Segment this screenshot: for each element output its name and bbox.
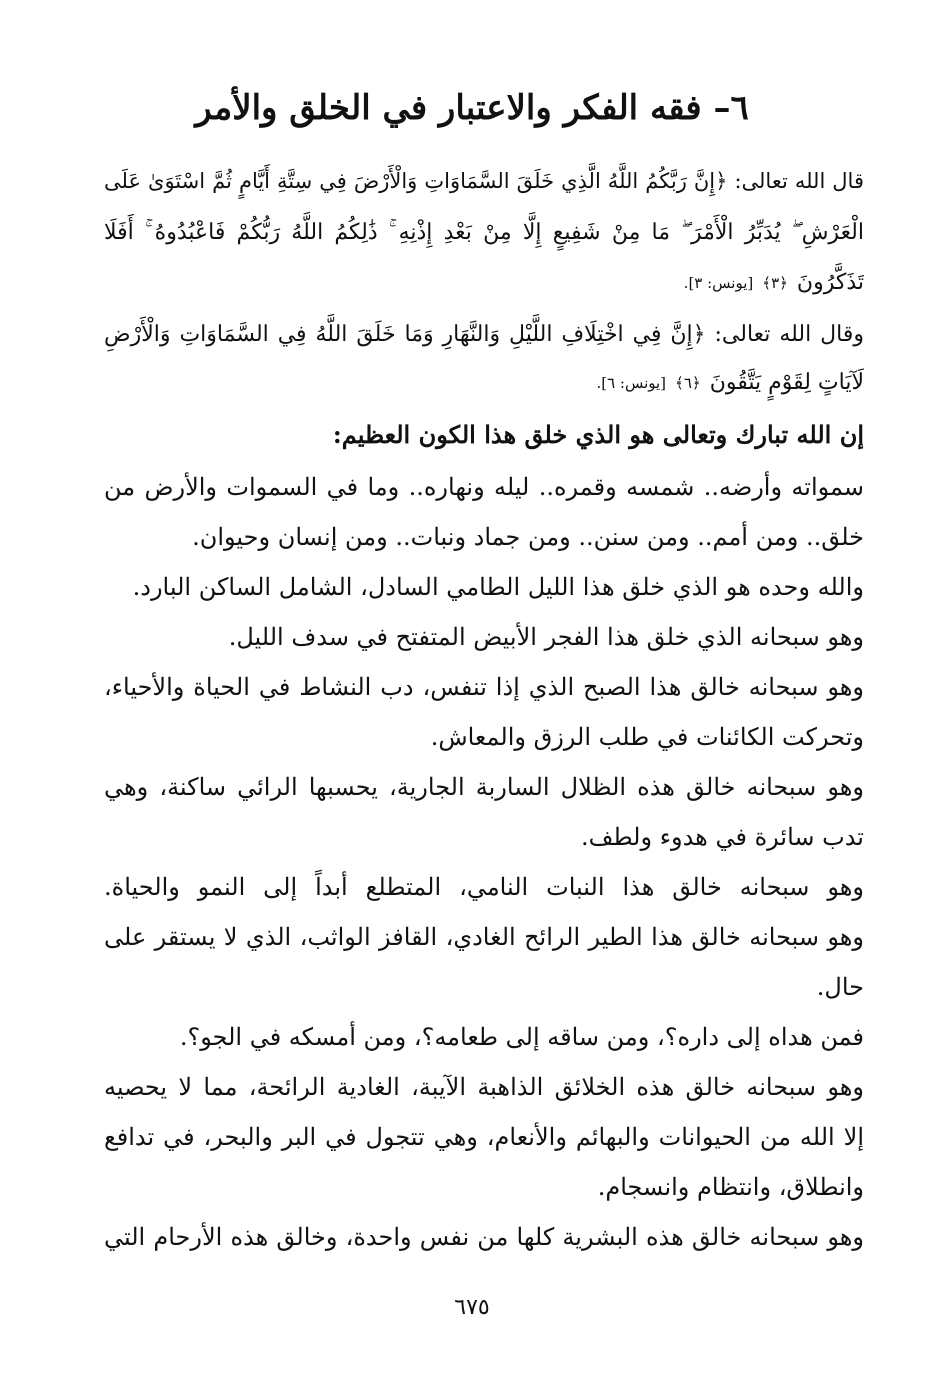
body-line: وانطلاق، وانتظام وانسجام.	[597, 1173, 864, 1201]
body-line: وهو سبحانه خالق هذا النبات النامي، المتطلع أبداً إلى النمو والحياة.	[104, 873, 864, 901]
body-line: وهو سبحانه خالق هذه الخلائق الذاهبة الآيبة، الغادية الرائحة، مما لا يحصيه	[104, 1073, 864, 1101]
body-line: حال.	[816, 973, 864, 1001]
verse-2-line-1: وقال الله تعالى: ﴿إِنَّ فِي اخْتِلَافِ اللَّيْلِ وَالنَّهَارِ وَمَا خَلَقَ اللَّهُ فِي السَّمَاوَاتِ وَالْأَرْضِ	[104, 322, 864, 347]
body-line: سمواته وأرضه.. شمسه وقمره.. ليله ونهاره.. وما في السموات والأرض من	[104, 473, 864, 501]
verse-1-line-1: قال الله تعالى: ﴿إِنَّ رَبَّكُمُ اللَّهُ الَّذِي خَلَقَ السَّمَاوَاتِ وَالْأَرْضَ فِي سِتَّةِ أَيَّامٍ ثُمَّ اسْتَوَىٰ عَلَى	[104, 169, 864, 193]
verse-1-line-2: الْعَرْشِ ۖ يُدَبِّرُ الْأَمْرَ ۖ مَا مِنْ شَفِيعٍ إِلَّا مِنْ بَعْدِ إِذْنِهِ ۚ ذَٰلِكُمُ اللَّهُ رَبُّكُمْ فَاعْبُدُوهُ ۚ أَفَلَا	[104, 220, 864, 245]
body-line: فمن هداه إلى داره؟، ومن ساقه إلى طعامه؟، ومن أمسكه في الجو؟.	[179, 1023, 864, 1051]
verse-1-line-3	[104, 260, 864, 306]
page-number: ٦٧٥	[454, 1295, 490, 1320]
ayah-number-marker: ﴿٦﴾	[675, 374, 701, 392]
body-line: وتحركت الكائنات في طلب الرزق والمعاش.	[430, 723, 864, 751]
verse-2-line-2	[104, 360, 864, 406]
body-line: والله وحده هو الذي خلق هذا الليل الطامي السادل، الشامل الساكن البارد.	[132, 573, 864, 601]
subheading: إن الله تبارك وتعالى هو الذي خلق هذا الكون العظيم:	[332, 420, 864, 449]
body-line: تدب سائرة في هدوء ولطف.	[581, 823, 864, 851]
verse-2-reference: [يونس: ٦].	[596, 374, 667, 392]
body-line: وهو سبحانه خالق هذا الطير الرائح الغادي، القافز الواثب، الذي لا يستقر على	[104, 923, 864, 951]
body-line: وهو سبحانه خالق هذه البشرية كلها من نفس واحدة، وخالق هذه الأرحام التي	[104, 1223, 864, 1251]
body-line: خلق.. ومن أمم.. ومن سنن.. ومن جماد ونبات.. ومن إنسان وحيوان.	[192, 523, 864, 551]
body-line: إلا الله من الحيوانات والبهائم والأنعام، وهي تتجول في البر والبحر، في تدافع	[104, 1123, 864, 1151]
section-heading: ٦– فقه الفكر والاعتبار في الخلق والأمر	[195, 88, 749, 128]
verse-2-ending: لَآيَاتٍ لِقَوْمٍ يَتَّقُونَ	[709, 370, 864, 395]
ayah-number-marker: ﴿٣﴾	[762, 274, 788, 292]
body-line: وهو سبحانه خالق هذا الصبح الذي إذا تنفس، دب النشاط في الحياة والأحياء،	[104, 673, 864, 701]
verse-1-reference: [يونس: ٣].	[683, 274, 754, 292]
verse-1-ending: تَذَكَّرُونَ	[796, 270, 864, 295]
body-line: وهو سبحانه خالق هذه الظلال الساربة الجارية، يحسبها الرائي ساكنة، وهي	[104, 773, 864, 801]
body-line: وهو سبحانه الذي خلق هذا الفجر الأبيض المتفتح في سدف الليل.	[228, 623, 864, 651]
